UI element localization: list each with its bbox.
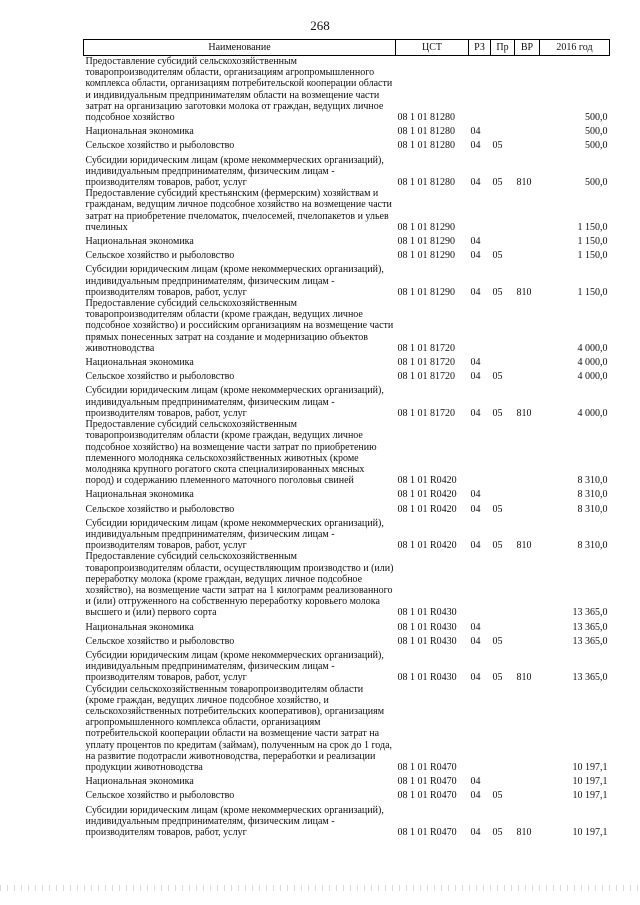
cell-amount: 10 197,1 (572, 776, 608, 788)
cell-rz (469, 419, 491, 486)
cell-vr: 810 (516, 672, 532, 684)
cell-name: Сельское хозяйство и рыболовство (85, 635, 235, 647)
cell-cst: 08 1 01 R0470 (397, 827, 457, 838)
cell-rz: 04 (470, 489, 481, 501)
cell-name: Сельское хозяйство и рыболовство (85, 250, 235, 262)
cell-cst: 08 1 01 R0470 (397, 776, 457, 788)
cell-cst: 08 1 01 R0470 (397, 790, 457, 802)
cell-amount: 500,0 (585, 177, 608, 189)
cell-name: Субсидии юридическим лицам (кроме некоммерческих организаций), индивидуальным предпринимателям, физическим лицам - производителям товаров, работ, услуг (85, 385, 384, 419)
cell-pr (491, 233, 515, 247)
cell-name: Предоставление субсидий сельскохозяйственным товаропроизводителям области (кроме граждан, ведущих личное подсобное хозяйство) и российским организациям на возмещение части прямых понесенных затрат на создание и модернизацию объектов животноводства (85, 298, 394, 354)
cell-rz: 04 (470, 286, 481, 298)
cell-cst: 08 1 01 81280 (397, 177, 455, 189)
cell-pr: 05 (492, 177, 503, 189)
cell-pr: 05 (492, 371, 503, 383)
cell-cst: 08 1 01 R0470 (397, 761, 457, 773)
cell-vr: 810 (516, 407, 532, 419)
cell-vr (515, 684, 540, 774)
cell-name: Предоставление субсидий сельскохозяйственным товаропроизводителям области, осуществляющим производство и (или) переработку молока (кроме граждан, ведущих личное подсобное хозяйство), на возмещение части затрат на 1 килограмм реализованного и (или) отгруженного на собственную переработку коровьего молока высшего и (или) первого сорта (85, 551, 394, 619)
cell-pr: 05 (492, 635, 503, 647)
cell-vr (515, 233, 540, 247)
cell-name: Предоставление субсидий крестьянским (фермерским) хозяйствам и гражданам, ведущим личное подсобное хозяйство на возмещение части затрат на приобретение пчеломаток, пчелосемей, пчелопакетов и ульев пчелиных (85, 188, 392, 233)
cell-cst: 08 1 01 81280 (397, 140, 455, 152)
cell-vr (515, 298, 540, 354)
cell-rz: 04 (470, 357, 481, 369)
budget-table (83, 39, 610, 838)
cell-cst: 08 1 01 81290 (397, 250, 455, 262)
cell-vr (515, 123, 540, 137)
cell-amount: 500,0 (585, 140, 608, 152)
cell-name: Субсидии юридическим лицам (кроме некоммерческих организаций), индивидуальным предпринимателям, физическим лицам - производителям товаров, работ, услуг (85, 154, 384, 189)
cell-name: Национальная экономика (85, 126, 194, 138)
table-row (84, 354, 610, 368)
cell-cst: 08 1 01 R0420 (397, 489, 457, 501)
cell-amount: 4 000,0 (577, 407, 608, 419)
table-row (84, 123, 610, 137)
cell-pr: 05 (492, 140, 503, 152)
table-row (84, 551, 610, 618)
table-row (84, 56, 610, 124)
cell-cst: 08 1 01 R0430 (397, 635, 457, 647)
cell-rz: 04 (470, 140, 481, 152)
cell-vr: 810 (516, 540, 532, 552)
cell-cst: 08 1 01 81290 (397, 236, 455, 248)
table-row (84, 233, 610, 247)
cell-pr: 05 (492, 503, 503, 515)
table-row (84, 802, 610, 839)
cell-pr (491, 123, 515, 137)
cell-amount: 4 000,0 (577, 371, 608, 383)
cell-pr (491, 188, 515, 233)
cell-amount: 1 150,0 (577, 221, 608, 233)
cell-amount: 4 000,0 (577, 357, 608, 369)
cell-amount: 13 365,0 (572, 672, 608, 684)
cell-amount: 1 150,0 (577, 286, 608, 298)
table-body (84, 56, 610, 839)
cell-amount: 13 365,0 (572, 621, 608, 633)
cell-vr (515, 368, 540, 382)
cell-name: Предоставление субсидий сельскохозяйственным товаропроизводителям области (кроме граждан, ведущих личное подсобное хозяйство) на возмещение части затрат по приобретению племенного молодняка сельскохозяйственных животных (кроме молодняка крупного рогатого скота специализированных мясных пород) и содержанию племенного маточного поголовья свиней (85, 419, 377, 487)
page-number: 268 (310, 18, 330, 33)
cell-name: Субсидии юридическим лицам (кроме некоммерческих организаций), индивидуальным предпринимателям, физическим лицам - производителям товаров, работ, услуг (85, 517, 384, 552)
cell-pr: 05 (492, 827, 503, 838)
table-row (84, 137, 610, 151)
cell-rz: 04 (470, 126, 481, 138)
cell-cst: 08 1 01 R0430 (397, 672, 457, 684)
cell-vr (515, 137, 540, 151)
cell-vr: 810 (516, 827, 532, 838)
cell-cst: 08 1 01 R0430 (397, 607, 457, 619)
cell-amount: 1 150,0 (577, 250, 608, 262)
cell-cst: 08 1 01 81290 (397, 286, 455, 298)
cell-amount: 13 365,0 (572, 607, 608, 619)
cell-name: Сельское хозяйство и рыболовство (85, 140, 235, 152)
cell-vr: 810 (516, 286, 532, 298)
cell-name: Национальная экономика (85, 489, 194, 501)
cell-name: Сельское хозяйство и рыболовство (85, 503, 235, 515)
cell-name: Сельское хозяйство и рыболовство (85, 790, 235, 802)
cell-rz: 04 (470, 177, 481, 189)
table-row (84, 247, 610, 261)
cell-cst: 08 1 01 81290 (397, 221, 455, 233)
table-row (84, 261, 610, 298)
cell-pr: 05 (492, 250, 503, 262)
header-rz: РЗ (469, 40, 491, 56)
cell-pr (491, 684, 515, 774)
cell-pr (491, 773, 515, 787)
cell-amount: 8 310,0 (577, 540, 608, 552)
cell-rz: 04 (470, 672, 481, 684)
cell-name: Предоставление субсидий сельскохозяйственным товаропроизводителям области, организациям агропромышленного комплекса области, организациям потребительской кооперации области и индивидуальным предпринимателям области на возмещение части затрат на организацию заготовки молока от граждан, ведущих личное подсобное хозяйство (85, 56, 393, 124)
cell-name: Субсидии юридическим лицам (кроме некоммерческих организаций), индивидуальным предпринимателям, физическим лицам - производителям товаров, работ, услуг (85, 804, 384, 838)
cell-rz (469, 298, 491, 354)
header-cst: ЦСТ (396, 40, 469, 56)
cell-name: Национальная экономика (85, 357, 194, 369)
cell-vr (515, 619, 540, 633)
cell-cst: 08 1 01 81720 (397, 371, 455, 383)
cell-cst: 08 1 01 R0430 (397, 621, 457, 633)
cell-vr (515, 419, 540, 486)
cell-pr: 05 (492, 286, 503, 298)
cell-rz: 04 (470, 250, 481, 262)
cell-rz: 04 (470, 236, 481, 248)
table-row (84, 298, 610, 354)
cell-amount: 8 310,0 (577, 489, 608, 501)
cell-amount: 8 310,0 (577, 475, 608, 487)
cell-amount: 10 197,1 (572, 827, 608, 838)
cell-vr (515, 773, 540, 787)
cell-vr (515, 486, 540, 500)
cell-vr (515, 501, 540, 515)
cell-amount: 500,0 (585, 112, 608, 124)
table-row (84, 368, 610, 382)
table-row (84, 619, 610, 633)
cell-vr (515, 354, 540, 368)
cell-pr (491, 298, 515, 354)
cell-name: Национальная экономика (85, 621, 194, 633)
cell-amount: 500,0 (585, 126, 608, 138)
cell-cst: 08 1 01 81280 (397, 112, 455, 124)
cell-rz (469, 56, 491, 124)
cell-rz: 04 (470, 635, 481, 647)
cell-pr (491, 354, 515, 368)
cell-vr (515, 188, 540, 233)
table-row (84, 647, 610, 684)
cell-amount: 8 310,0 (577, 503, 608, 515)
cell-cst: 08 1 01 81720 (397, 342, 455, 354)
cell-rz: 04 (470, 540, 481, 552)
cell-rz: 04 (470, 407, 481, 419)
cell-rz (469, 551, 491, 618)
cell-amount: 4 000,0 (577, 342, 608, 354)
cell-name: Субсидии юридическим лицам (кроме некоммерческих организаций), индивидуальным предпринимателям, физическим лицам - производителям товаров, работ, услуг (85, 649, 384, 684)
header-year: 2016 год (540, 40, 610, 56)
scan-artifact-dots (0, 885, 640, 891)
cell-rz: 04 (470, 371, 481, 383)
cell-amount: 10 197,1 (572, 761, 608, 773)
table-row (84, 501, 610, 515)
cell-pr: 05 (492, 407, 503, 419)
cell-rz (469, 188, 491, 233)
cell-vr (515, 56, 540, 124)
cell-name: Национальная экономика (85, 776, 194, 788)
cell-vr (515, 551, 540, 618)
cell-pr: 05 (492, 540, 503, 552)
cell-rz: 04 (470, 776, 481, 788)
cell-rz: 04 (470, 503, 481, 515)
header-vr: ВР (515, 40, 540, 56)
cell-name: Субсидии сельскохозяйственным товаропроизводителям области (кроме граждан, ведущих личное подсобное хозяйство, и сельскохозяйственных потребительских кооперативов), организациям агропромышленного комплекса области, организациям потребительской кооперации области на возмещение части затрат на уплату процентов по кредитам (займам), полученным на срок до 1 года, на развитие подотрасли животноводства, переработки и реализации продукции животноводства (85, 683, 393, 773)
cell-name: Национальная экономика (85, 236, 194, 248)
cell-vr (515, 247, 540, 261)
cell-pr (491, 56, 515, 124)
cell-pr (491, 551, 515, 618)
cell-name: Субсидии юридическим лицам (кроме некоммерческих организаций), индивидуальным предпринимателям, физическим лицам - производителям товаров, работ, услуг (85, 264, 384, 298)
cell-pr (491, 486, 515, 500)
cell-rz: 04 (470, 790, 481, 802)
cell-amount: 10 197,1 (572, 790, 608, 802)
table-row (84, 486, 610, 500)
cell-rz (469, 684, 491, 774)
cell-pr (491, 419, 515, 486)
table-row (84, 188, 610, 233)
table-row (84, 382, 610, 419)
cell-cst: 08 1 01 R0420 (397, 475, 457, 487)
table-row (84, 419, 610, 486)
cell-cst: 08 1 01 81280 (397, 126, 455, 138)
header-pr: Пр (491, 40, 515, 56)
table-header (84, 40, 610, 56)
table-row (84, 684, 610, 774)
cell-rz: 04 (470, 827, 481, 838)
header-name: Наименование (84, 40, 396, 56)
cell-vr: 810 (516, 177, 532, 189)
cell-cst: 08 1 01 81720 (397, 407, 455, 419)
table-row (84, 633, 610, 647)
cell-pr: 05 (492, 790, 503, 802)
cell-pr: 05 (492, 672, 503, 684)
cell-pr (491, 619, 515, 633)
cell-cst: 08 1 01 R0420 (397, 540, 457, 552)
table-row (84, 152, 610, 189)
cell-cst: 08 1 01 R0420 (397, 503, 457, 515)
table-row (84, 515, 610, 552)
cell-vr (515, 633, 540, 647)
table-row (84, 787, 610, 801)
cell-name: Сельское хозяйство и рыболовство (85, 371, 235, 383)
cell-vr (515, 787, 540, 801)
cell-rz: 04 (470, 621, 481, 633)
table-row (84, 773, 610, 787)
cell-cst: 08 1 01 81720 (397, 357, 455, 369)
cell-amount: 13 365,0 (572, 635, 608, 647)
cell-amount: 1 150,0 (577, 236, 608, 248)
